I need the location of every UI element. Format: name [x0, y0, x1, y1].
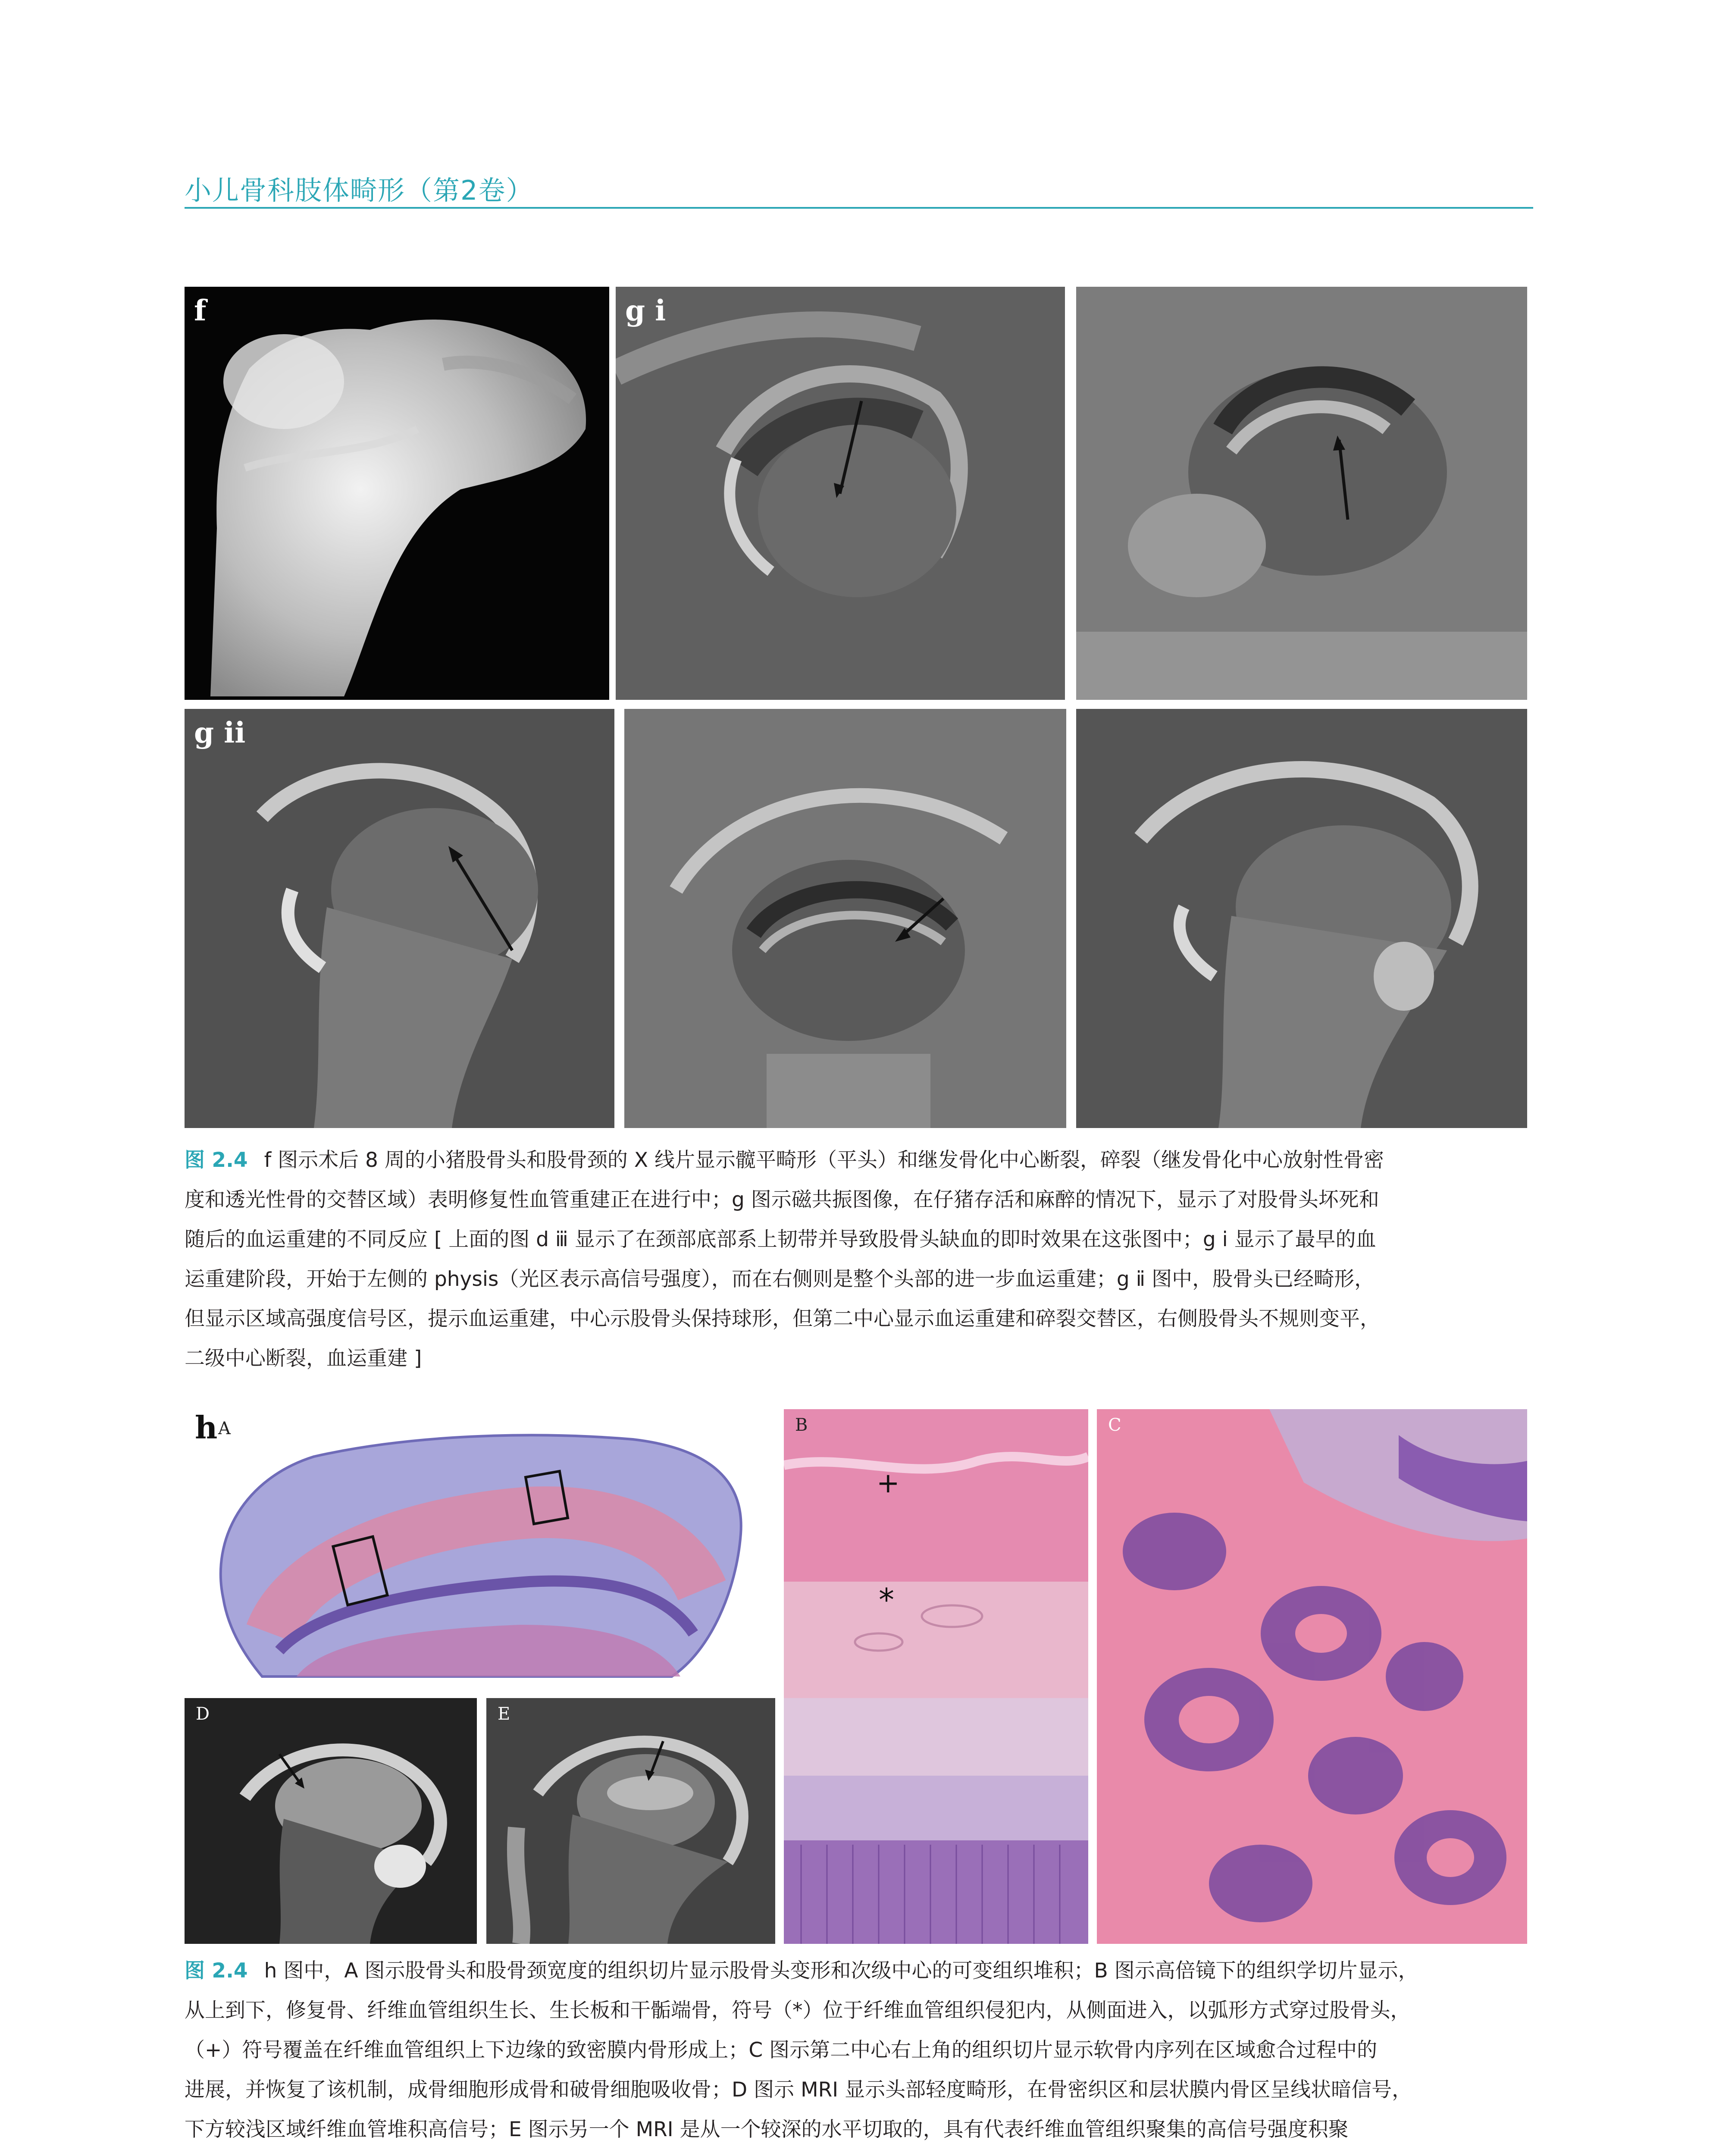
- caption-line: 度和透光性骨的交替区域）表明修复性血管重建正在进行中；g 图示磁共振图像，在仔猪存活和麻醉的情况下，显示了对股骨头坏死和: [185, 1188, 1379, 1212]
- mri-panel-E: [486, 1698, 775, 1944]
- mri-panel-g-ii-middle: [624, 709, 1066, 1128]
- caption-line: 运重建阶段，开始于左侧的 physis（光区表示高信号强度），而在右侧则是整个头部的进一步血运重建；g ⅱ 图中，股骨头已经畸形，: [185, 1267, 1375, 1291]
- histology-panel-B: [784, 1409, 1088, 1944]
- panel-label-f: f: [194, 294, 207, 327]
- mri-panel-g-i-right: [1076, 287, 1527, 700]
- sub-label-A: A: [218, 1419, 231, 1438]
- mri-image: [486, 1698, 775, 1944]
- running-header-title: 小儿骨科肢体畸形（第2卷）: [185, 175, 534, 206]
- mri-image: [185, 709, 614, 1128]
- sub-label-C: C: [1108, 1415, 1121, 1435]
- caption-line: 但显示区域高强度信号区，提示血运重建，中心示股骨头保持球形，但第二中心显示血运重建和碎裂交替区，右侧股骨头不规则变平，: [185, 1307, 1380, 1331]
- figure-number: 图 2.4: [185, 1959, 248, 1983]
- mri-image: [185, 1698, 477, 1944]
- mri-panel-g-ii-left: [185, 709, 614, 1128]
- caption-line: 图 2.4 f 图示术后 8 周的小猪股骨头和股骨颈的 X 线片显示髋平畸形（平头）和继发骨化中心断裂，碎裂（继发骨化中心放射性骨密: [185, 1148, 1384, 1172]
- figure-number: 图 2.4: [185, 1148, 248, 1172]
- mri-image: [616, 287, 1065, 700]
- sub-label-B: B: [795, 1415, 808, 1435]
- caption-line: 图 2.4 h 图中，A 图示股骨头和股骨颈宽度的组织切片显示股骨头变形和次级中心的可变组织堆积；B 图示高倍镜下的组织学切片显示，: [185, 1959, 1419, 1983]
- mri-image: [1076, 287, 1527, 700]
- mri-image: [624, 709, 1066, 1128]
- figure-caption-top: [185, 1141, 1533, 1379]
- histology-section-image: [185, 1409, 775, 1685]
- panel-label-g-i: g ⅰ: [625, 294, 666, 327]
- plus-symbol: +: [877, 1467, 900, 1499]
- caption-line: 二级中心断裂，血运重建 ]: [185, 1347, 422, 1370]
- xray-image: [185, 287, 609, 700]
- caption-line: 进展，并恢复了该机制，成骨细胞形成骨和破骨细胞吸收骨；D 图示 MRI 显示头部轻度畸形，在骨密织区和层状膜内骨区呈线状暗信号，: [185, 2078, 1412, 2102]
- sub-label-D: D: [196, 1704, 210, 1724]
- header-rule: [185, 207, 1533, 209]
- histology-panel-C: [1097, 1409, 1527, 1944]
- histology-panel-A: [185, 1409, 775, 1685]
- sub-label-E: E: [498, 1704, 510, 1724]
- caption-line: 从上到下，修复骨、纤维血管组织生长、生长板和干骺端骨，符号（*）位于纤维血管组织侵犯内，从侧面进入，以弧形方式穿过股骨头，: [185, 1999, 1411, 2022]
- caption-line: 随后的血运重建的不同反应 [ 上面的图 d ⅲ 显示了在颈部底部系上韧带并导致股骨头缺血的即时效果在这张图中；g ⅰ 显示了最早的血: [185, 1228, 1376, 1251]
- mri-panel-g-i-left: [616, 287, 1065, 700]
- mri-panel-D: [185, 1698, 477, 1944]
- xray-panel-f: [185, 287, 609, 700]
- star-symbol: *: [879, 1582, 894, 1618]
- caption-line: 下方较浅区域纤维血管堆积高信号；E 图示另一个 MRI 是从一个较深的水平切取的，具有代表纤维血管组织聚集的高信号强度积聚: [185, 2118, 1349, 2141]
- mri-image: [1076, 709, 1527, 1128]
- histology-image: [1097, 1409, 1527, 1944]
- panel-label-h: h: [195, 1409, 218, 1446]
- mri-panel-g-ii-right: [1076, 709, 1527, 1128]
- panel-label-g-ii: g ⅱ: [194, 716, 246, 749]
- histology-image: [784, 1409, 1088, 1944]
- figure-caption-bottom: [185, 1951, 1533, 2150]
- caption-line: （+）符号覆盖在纤维血管组织上下边缘的致密膜内骨形成上；C 图示第二中心右上角的组织切片显示软骨内序列在区域愈合过程中的: [185, 2038, 1378, 2062]
